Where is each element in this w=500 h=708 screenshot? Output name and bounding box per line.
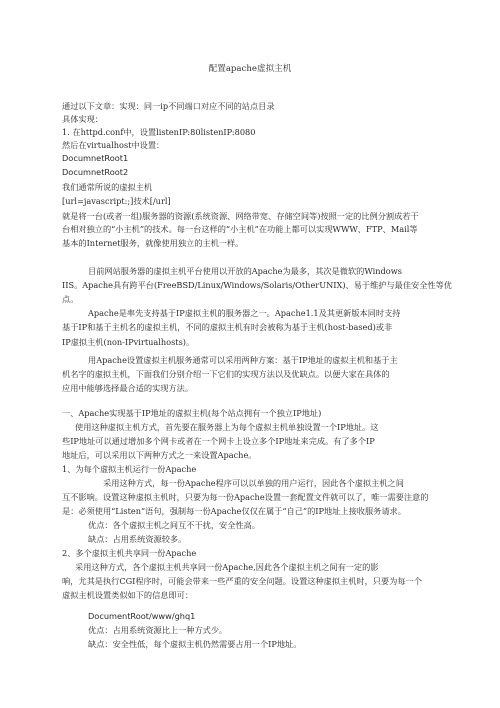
- text-line: 目前网站服务器的虚拟主机平台使用以开放的Apache为最多，其次是微软的Windows: [88, 266, 402, 276]
- text-line: 些IP地址可以通过增加多个网卡或者在一个网卡上设立多个IP地址来完成。有了多个IP: [62, 436, 375, 446]
- text-line: 使用这种虚拟主机方式，首先要在服务器上为每个虚拟主机单独设置一个IP地址。这: [75, 422, 379, 432]
- document-title: 配置apache虚拟主机: [208, 64, 292, 74]
- text-line: 机名字的虚拟主机，下面我们分别介绍一下它们的实现方法以及优缺点。以便大家在具体的: [62, 369, 390, 379]
- text-line: 优点：各个虚拟主机之间互不干扰，安全性高。: [88, 520, 260, 530]
- text-line: 点。: [62, 294, 79, 304]
- text-line: 1. 在httpd.conf中，设置listenIP:80listenIP:8080: [62, 127, 256, 137]
- text-line: 就是将一台(或者一组)服务器的资源(系统资源、网络带宽、存储空间等)按照一定的比例分割成若干: [62, 211, 419, 221]
- text-line: 缺点：安全性低，每个虚拟主机仍然需要占用一个IP地址。: [88, 639, 302, 649]
- text-line: IP虚拟主机(non-IPvirtualhosts)。: [62, 337, 195, 347]
- text-line: 基本的Internet服务，就像使用独立的主机一样。: [62, 238, 244, 248]
- text-line: Apache是率先支持基于IP虚拟主机的服务器之一。Apache1.1及其更新版本同时支持: [88, 308, 401, 318]
- text-line: 地址后，可以采用以下两种方式之一来设置Apache。: [62, 450, 257, 460]
- text-line: 是：必须使用“Listen”语句，强制每一份Apache仅仅在属于“自己”的IP地址上接收服务请求。: [62, 506, 406, 516]
- text-line: DocumnetRoot1: [62, 153, 129, 163]
- text-line: 应用中能够选择最合适的实现方法。: [62, 383, 194, 393]
- text-line: 用Apache设置虚拟主机服务通常可以采用两种方案：基于IP地址的虚拟主机和基于主: [88, 355, 398, 365]
- text-line: DocumnetRoot2: [62, 167, 129, 177]
- text-line: DocumentRoot/www/ghq1: [88, 611, 196, 621]
- text-line: IIS。Apache具有跨平台(FreeBSD/Linux/Windows/Solaris/OtherUNIX)、易于维护与最佳安全性等优: [62, 280, 452, 290]
- text-line: 然后在virtualhost中设置：: [62, 140, 165, 150]
- text-line: 采用这种方式，每一份Apache程序可以以单独的用户运行，因此各个虚拟主机之间: [103, 478, 404, 488]
- text-line: 互不影响。设置这种虚拟主机时，只要为每一份Apache设置一套配置文件就可以了，唯一需要注意的: [62, 492, 429, 502]
- text-line: 台相对独立的“小主机”的技术。每一台这样的“小主机”在功能上都可以实现WWW、FTP、Mail等: [62, 224, 418, 234]
- text-line: 缺点：占用系统资源较多。: [88, 534, 187, 544]
- text-line: 响，尤其是执行CGI程序时，可能会带来一些严重的安全问题。设置这种虚拟主机时，只要为每一个: [62, 576, 422, 586]
- text-line: 采用这种方式，各个虚拟主机共享同一份Apache,因此各个虚拟主机之间有一定的影: [75, 562, 379, 572]
- subsection-heading: 1、为每个虚拟主机运行一份Apache: [62, 464, 197, 474]
- text-line: 我们通常所说的虚拟主机: [62, 182, 153, 192]
- text-line: 具体实现：: [62, 114, 103, 124]
- section-heading: 一、Apache实现基于IP地址的虚拟主机(每个站点拥有一个独立IP地址): [62, 408, 322, 418]
- text-line: 虚拟主机设置类似如下的信息即可：: [62, 590, 194, 600]
- text-line: 基于IP和基于主机名的虚拟主机，不同的虚拟主机有时会被称为基于主机(host-based)或非: [62, 322, 393, 332]
- text-line: 优点：占用系统资源比上一种方式少。: [88, 625, 228, 635]
- subsection-heading: 2、多个虚拟主机共享同一份Apache: [62, 548, 197, 558]
- text-line: 通过以下文章：实现：同一ip不同端口对应不同的站点目录: [62, 101, 275, 111]
- text-line: [url=javascript:;]技术[/url]: [62, 196, 171, 206]
